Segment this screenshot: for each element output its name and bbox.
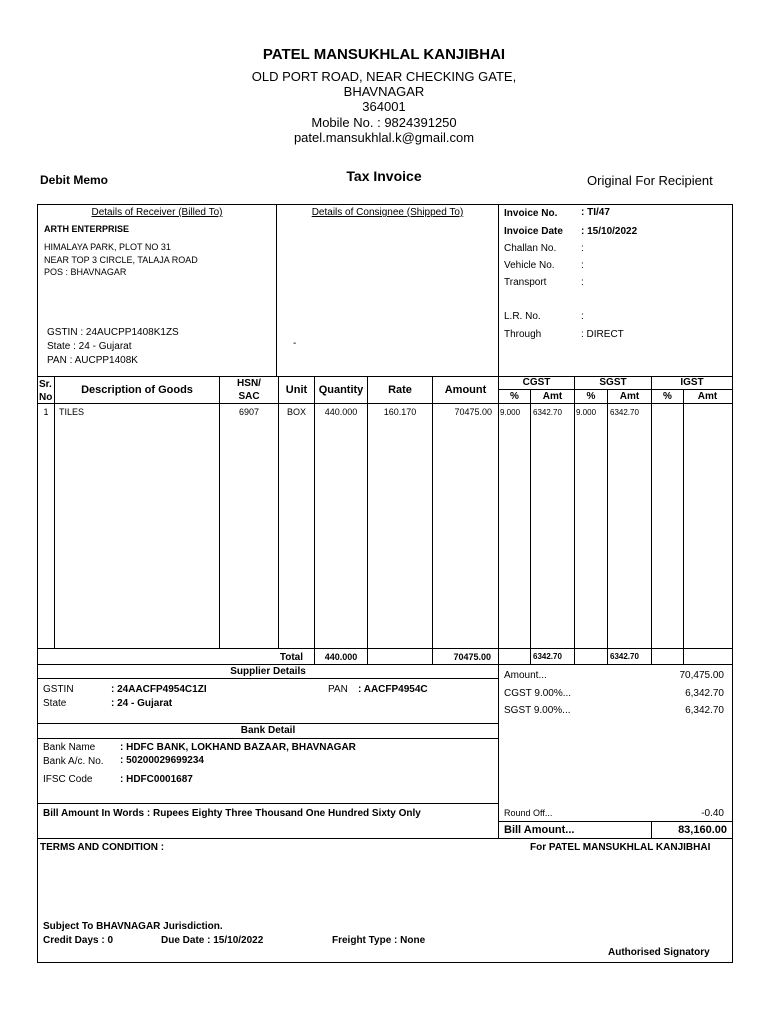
summary-cgst-label: CGST 9.00%... (504, 688, 572, 699)
receiver-state: State : 24 - Gujarat (47, 341, 132, 352)
through-value: : DIRECT (581, 329, 624, 340)
col-rate-header: Rate (388, 384, 412, 396)
divider (38, 838, 732, 839)
receiver-pan: PAN : AUCPP1408K (47, 355, 138, 366)
bill-amount-label: Bill Amount... (504, 824, 575, 836)
divider (278, 377, 279, 648)
lr-no-value: : (581, 311, 584, 322)
amount-in-words: Bill Amount In Words : Rupees Eighty Three Thousand One Hundred Sixty Only (43, 808, 421, 819)
row-sgst-pct: 9.000 (576, 408, 597, 417)
transport-value: : (581, 277, 584, 288)
vehicle-no-value: : (581, 260, 584, 271)
bank-name-value: : HDFC BANK, LOKHAND BAZAAR, BHAVNAGAR (120, 742, 356, 753)
total-cgst-amt: 6342.70 (533, 652, 562, 661)
divider (651, 377, 652, 664)
freight-type: Freight Type : None (332, 935, 426, 946)
divider (38, 803, 498, 804)
row-amount: 70475.00 (454, 407, 492, 417)
row-description: TILES (59, 407, 85, 417)
credit-days: Credit Days : 0 (43, 935, 114, 946)
company-mobile: Mobile No. : 9824391250 (311, 115, 457, 130)
original-for-recipient-label: Original For Recipient (587, 173, 713, 188)
col-description-header: Description of Goods (81, 384, 193, 396)
divider (574, 377, 575, 664)
divider (367, 377, 368, 664)
divider (219, 377, 220, 648)
row-sr: 1 (43, 407, 49, 417)
col-sac-header: SAC (238, 391, 260, 402)
summary-amount-label: Amount... (504, 670, 547, 681)
jurisdiction-text: Subject To BHAVNAGAR Jurisdiction. (43, 921, 223, 932)
row-cgst-pct: 9.000 (500, 408, 521, 417)
challan-no-label: Challan No. (504, 243, 557, 254)
row-cgst-amt: 6342.70 (533, 408, 562, 417)
row-rate: 160.170 (383, 407, 417, 417)
divider (607, 390, 608, 664)
bank-ac-value: : 50200029699234 (120, 755, 204, 766)
sgst-pct-header: % (586, 391, 596, 402)
col-no-header: No (39, 392, 53, 403)
cgst-pct-header: % (510, 391, 519, 402)
total-amount: 70475.00 (453, 652, 491, 662)
row-quantity: 440.000 (324, 407, 358, 417)
col-cgst-header: CGST (522, 377, 551, 388)
bill-amount-value: 83,160.00 (678, 824, 727, 836)
divider (38, 738, 498, 739)
col-quantity-header: Quantity (318, 384, 364, 396)
summary-amount-value: 70,475.00 (679, 670, 724, 681)
divider (498, 664, 499, 838)
vehicle-no-label: Vehicle No. (504, 260, 555, 271)
invoice-no-value: : TI/47 (581, 207, 610, 218)
receiver-gstin: GSTIN : 24AUCPP1408K1ZS (47, 327, 179, 338)
lr-no-label: L.R. No. (504, 311, 541, 322)
divider (498, 205, 499, 376)
summary-cgst-value: 6,342.70 (685, 688, 724, 699)
receiver-heading: Details of Receiver (Billed To) (91, 207, 223, 218)
company-address-line2: BHAVNAGAR (343, 84, 425, 99)
divider (38, 664, 732, 665)
total-label: Total (279, 652, 303, 663)
ifsc-value: : HDFC0001687 (120, 774, 193, 785)
igst-amt-header: Amt (697, 391, 718, 402)
total-quantity: 440.000 (324, 652, 358, 662)
bank-name-label: Bank Name (43, 742, 96, 753)
divider (432, 377, 433, 664)
summary-sgst-label: SGST 9.00%... (504, 705, 571, 716)
transport-label: Transport (504, 277, 547, 288)
receiver-pos: POS : BHAVNAGAR (44, 267, 127, 277)
col-hsn-header: HSN/ (237, 378, 261, 389)
cgst-amt-header: Amt (542, 391, 563, 402)
col-amount-header: Amount (444, 384, 487, 396)
supplier-state-label: State (43, 698, 67, 709)
supplier-heading: Supplier Details (230, 666, 306, 677)
row-sgst-amt: 6342.70 (610, 408, 639, 417)
divider (314, 377, 315, 664)
col-unit-header: Unit (285, 384, 308, 396)
debit-memo-label: Debit Memo (40, 173, 109, 187)
divider (38, 723, 498, 724)
company-name: PATEL MANSUKHLAL KANJIBHAI (262, 46, 506, 63)
sgst-amt-header: Amt (619, 391, 640, 402)
bank-ac-label: Bank A/c. No. (43, 756, 104, 767)
supplier-gstin-value: : 24AACFP4954C1ZI (111, 684, 207, 695)
challan-no-value: : (581, 243, 584, 254)
divider (38, 648, 732, 649)
summary-sgst-value: 6,342.70 (685, 705, 724, 716)
invoice-date-label: Invoice Date (504, 226, 563, 237)
divider (276, 205, 277, 376)
authorised-signatory: Authorised Signatory (608, 947, 710, 958)
col-sr-header: Sr. (39, 379, 52, 390)
divider (683, 390, 684, 664)
receiver-address-line2: NEAR TOP 3 CIRCLE, TALAJA ROAD (44, 255, 198, 265)
receiver-name: ARTH ENTERPRISE (44, 224, 130, 234)
company-pincode: 364001 (362, 99, 406, 114)
consignee-value: - (293, 338, 297, 349)
divider (38, 403, 732, 404)
company-address-line1: OLD PORT ROAD, NEAR CHECKING GATE, (251, 69, 517, 84)
divider (498, 389, 732, 390)
due-date: Due Date : 15/10/2022 (161, 935, 264, 946)
col-igst-header: IGST (680, 377, 704, 388)
divider (54, 377, 55, 648)
round-off-label: Round Off... (504, 808, 553, 818)
supplier-state-value: : 24 - Gujarat (111, 698, 173, 709)
invoice-no-label: Invoice No. (504, 208, 558, 219)
divider (498, 377, 499, 664)
col-sgst-header: SGST (599, 377, 627, 388)
terms-heading: TERMS AND CONDITION : (40, 842, 165, 853)
through-label: Through (504, 329, 542, 340)
company-email: patel.mansukhlal.k@gmail.com (293, 130, 475, 145)
supplier-pan-value: : AACFP4954C (358, 684, 428, 695)
row-unit: BOX (286, 407, 306, 417)
round-off-value: -0.40 (701, 808, 724, 819)
ifsc-label: IFSC Code (43, 774, 93, 785)
igst-pct-header: % (663, 391, 672, 402)
bank-heading: Bank Detail (240, 725, 296, 736)
supplier-pan-label: PAN (328, 684, 348, 695)
total-sgst-amt: 6342.70 (610, 652, 639, 661)
divider (530, 390, 531, 664)
consignee-heading: Details of Consignee (Shipped To) (311, 207, 464, 218)
divider (38, 678, 498, 679)
for-company-label: For PATEL MANSUKHLAL KANJIBHAI (530, 842, 711, 853)
supplier-gstin-label: GSTIN (43, 684, 74, 695)
invoice-date-value: : 15/10/2022 (581, 226, 638, 237)
divider (498, 821, 732, 822)
row-hsn: 6907 (238, 407, 260, 417)
receiver-address-line1: HIMALAYA PARK, PLOT NO 31 (44, 242, 171, 252)
tax-invoice-title: Tax Invoice (346, 168, 422, 184)
